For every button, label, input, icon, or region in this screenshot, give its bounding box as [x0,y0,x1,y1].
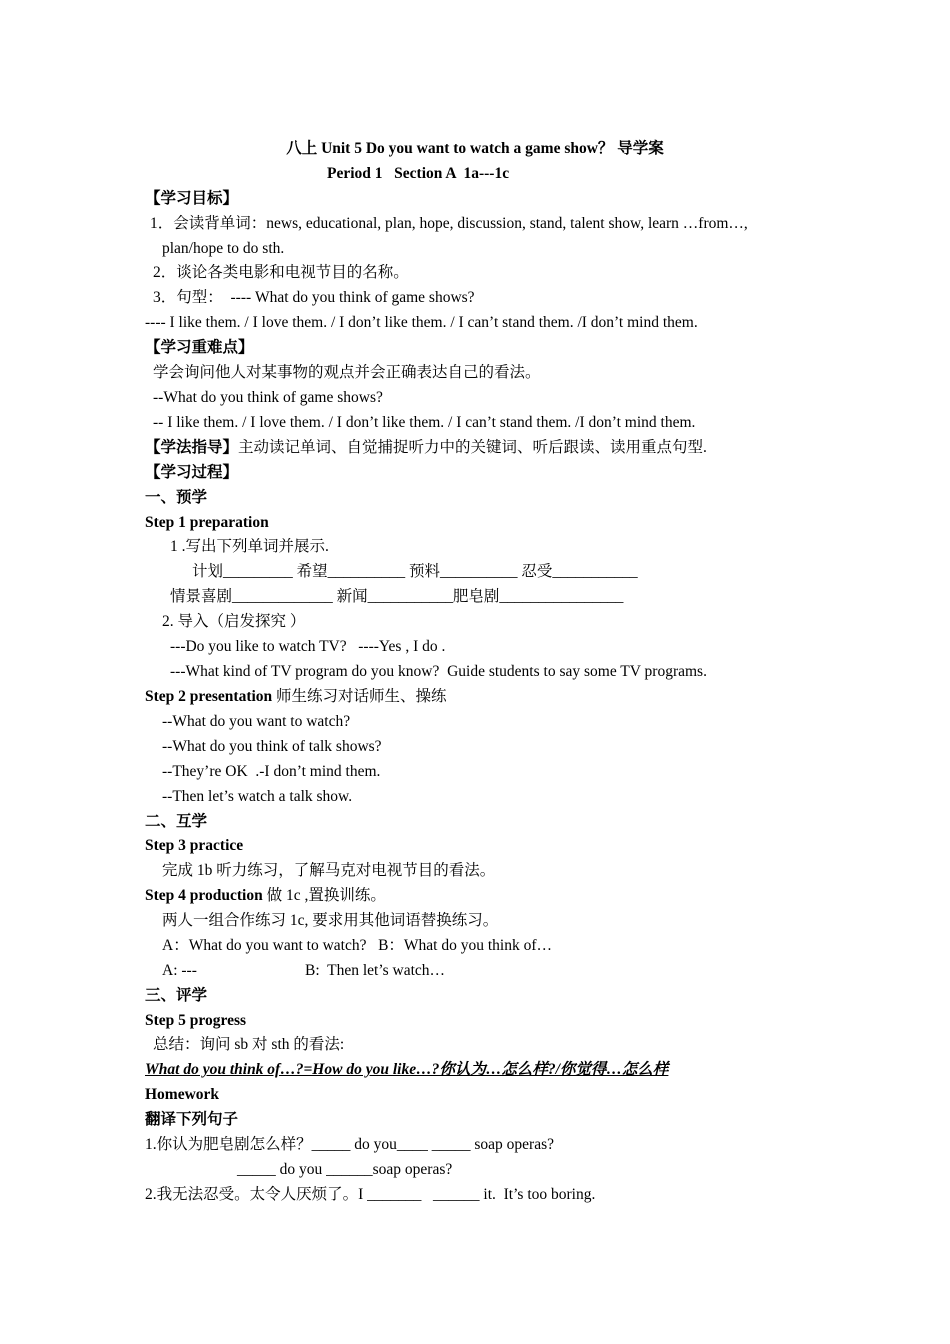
page-title: 八上 Unit 5 Do you want to watch a game show？ 导学案 [286,140,664,157]
homework-question: 1.你认为肥皂剧怎么样？_____ do you____ _____ soap operas? [145,1136,554,1153]
homework-question: 2.我无法忍受。太令人厌烦了。I _______ ______ it. It’s too boring. [145,1186,596,1203]
step-text: 两人一组合作练习 1c, 要求用其他词语替换练习。 [162,912,499,929]
key-points-line: -- I like them. / I love them. / I don’t like them. / I can’t stand them. /I don’t mind them. [153,414,696,431]
key-expression: What do you think of…?=How do you like…?你认为…怎么样?/你觉得…怎么样 [145,1061,669,1078]
dialogue-line: B: Then let’s watch… [305,962,446,979]
key-points-line: 学会询问他人对某事物的观点并会正确表达自己的看法。 [153,364,541,381]
objective-item-3: 3．句型： ---- What do you think of game shows? [153,289,475,306]
dialogue-line: --Then let’s watch a talk show. [162,788,353,805]
homework-question-alt: _____ do you ______soap operas? [237,1161,453,1178]
objective-item-2: 2．谈论各类电影和电视节目的名称。 [153,264,409,281]
step-line [145,886,386,906]
dialogue-line: --They’re OK .-I don’t mind them. [162,763,381,780]
homework-heading: Homework [145,1086,220,1103]
objective-item-1-cont: plan/hope to do sth. [162,240,285,257]
objective-item-1: 1．会读背单词：news, educational, plan, hope, discussion, stand, talent show, learn …from…, [150,215,748,232]
key-points-heading: 【学习重难点】 [145,339,254,356]
step-title: Step 4 production [145,887,263,904]
page-subtitle: Period 1 Section A 1a---1c [327,165,510,182]
step-title: Step 3 practice [145,837,244,854]
section-heading: 一、预学 [145,489,208,506]
section-heading: 二、互学 [145,813,208,830]
step-line [145,687,447,707]
dialogue-line: --What do you want to watch? [162,713,351,730]
section-heading: 三、评学 [145,987,208,1004]
step-title: Step 2 presentation [145,688,273,705]
key-points-line: --What do you think of game shows? [153,389,383,406]
method-text: 主动读记单词、自觉捕捉听力中的关键词、听后跟读、读用重点句型. [238,439,707,456]
dialogue-line: A: --- [162,962,197,979]
step-text: 总结：询问 sb 对 sth 的看法: [153,1036,345,1053]
word-blanks-row: 计划_________ 希望__________ 预料__________ 忍受___________ [192,563,638,580]
step-title: Step 5 progress [145,1012,247,1029]
dialogue-line: A：What do you want to watch? B：What do you think of… [162,937,553,954]
step-note: 师生练习对话师生、操练 [272,688,447,705]
process-heading: 【学习过程】 [145,464,239,481]
objectives-heading: 【学习目标】 [145,190,239,207]
word-blanks-row: 情景喜剧_____________ 新闻___________肥皂剧________________ [170,588,624,605]
dialogue-line: ---What kind of TV program do you know? Guide students to say some TV programs. [170,663,707,680]
step-text: 完成 1b 听力练习，了解马克对电视节目的看法。 [162,862,496,879]
step-note: 做 1c ,置换训练。 [262,887,386,904]
step-title: Step 1 preparation [145,514,269,531]
method-line [145,438,707,458]
homework-subheading: 翻译下列句子 [145,1111,239,1128]
dialogue-line: ---Do you like to watch TV? ----Yes , I do . [170,638,446,655]
method-heading: 【学法指导】 [145,439,239,456]
step-intro: 2. 导入（启发探究 ） [162,613,306,630]
objective-item-3-answer: ---- I like them. / I love them. / I don’t like them. / I can’t stand them. /I don’t mind them. [145,314,698,331]
dialogue-line: --What do you think of talk shows? [162,738,382,755]
step-task: 1 .写出下列单词并展示. [170,538,329,555]
